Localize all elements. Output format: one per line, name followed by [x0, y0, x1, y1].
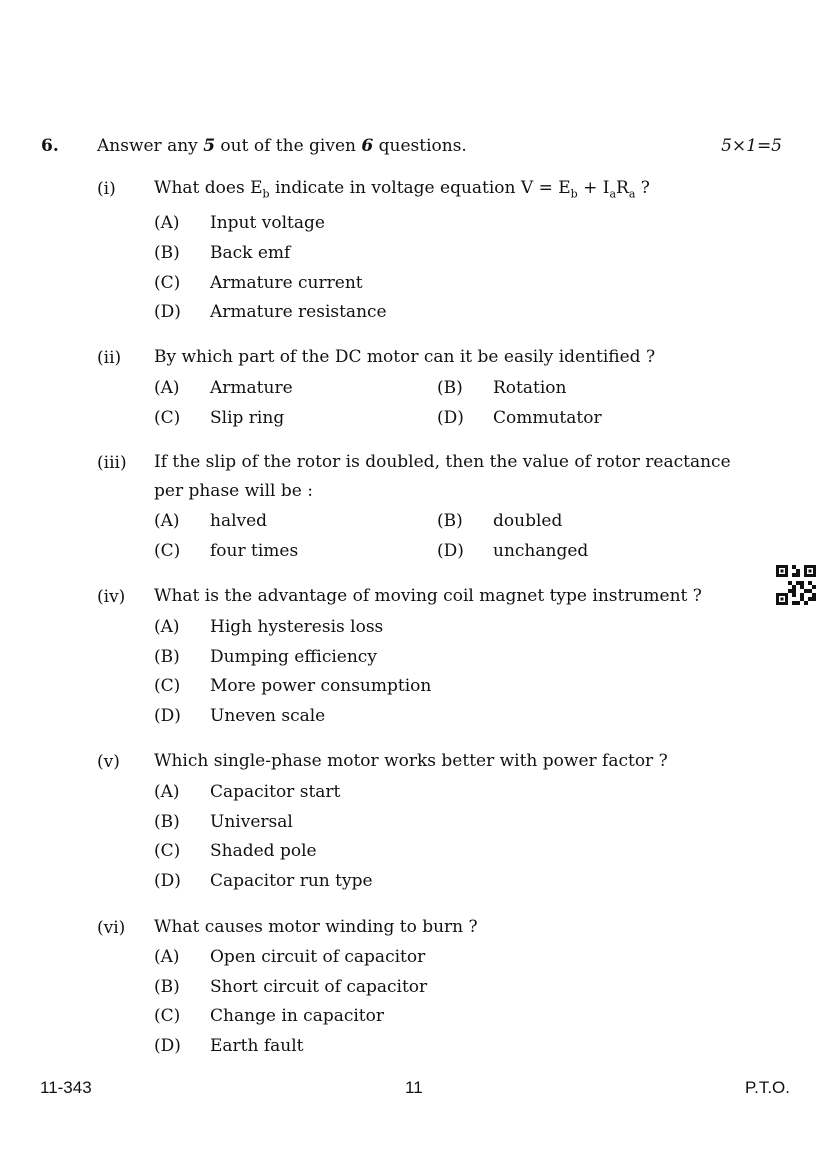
- subquestion-text: What is the advantage of moving coil magnet type instrument ?: [154, 586, 702, 606]
- option-text: Dumping efficiency: [210, 647, 377, 667]
- subquestion-number: (vi): [97, 918, 126, 938]
- option-letter: (C): [154, 273, 181, 293]
- option-text: doubled: [493, 511, 563, 531]
- option-text: Slip ring: [210, 408, 285, 428]
- option-text: unchanged: [493, 541, 589, 561]
- option-letter: (D): [154, 706, 181, 726]
- option-letter: (C): [154, 676, 181, 696]
- option-text: Back emf: [210, 243, 291, 263]
- option-text: Capacitor run type: [210, 871, 373, 891]
- subquestion-text: What does $E_b$ indicate in voltage equation $V = E_b + I_aR_a$ ?: [154, 178, 650, 201]
- option-letter: (A): [154, 947, 180, 967]
- please-turn-over: P.T.O.: [744, 1078, 790, 1097]
- option-letter: (D): [437, 408, 464, 428]
- option-text: Armature current: [210, 273, 363, 293]
- option-letter: (A): [154, 213, 180, 233]
- option-text: Change in capacitor: [210, 1006, 385, 1026]
- option-text: Open circuit of capacitor: [210, 947, 426, 967]
- option-letter: (B): [154, 812, 180, 832]
- option-text: Short circuit of capacitor: [210, 977, 428, 997]
- paper-code: 11-343: [40, 1078, 92, 1097]
- option-letter: (A): [154, 617, 180, 637]
- option-letter: (D): [437, 541, 464, 561]
- question-number: 6.: [41, 136, 59, 156]
- option-text: Input voltage: [210, 213, 325, 233]
- option-text: Commutator: [493, 408, 602, 428]
- option-letter: (B): [154, 647, 180, 667]
- option-letter: (B): [437, 378, 463, 398]
- subquestion-text-line-1: If the slip of the rotor is doubled, then the value of rotor reactance: [154, 452, 731, 472]
- qr-code-icon: [776, 565, 816, 605]
- option-letter: (B): [437, 511, 463, 531]
- option-letter: (D): [154, 871, 181, 891]
- option-letter: (B): [154, 977, 180, 997]
- option-letter: (D): [154, 302, 181, 322]
- marks-allocation: 5×1=5: [721, 136, 782, 156]
- question-instruction: Answer any 5 out of the given 6 questions.: [97, 136, 467, 156]
- option-letter: (C): [154, 841, 181, 861]
- option-letter: (A): [154, 511, 180, 531]
- option-letter: (C): [154, 1006, 181, 1026]
- option-text: halved: [210, 511, 268, 531]
- option-text: Universal: [210, 812, 293, 832]
- option-letter: (A): [154, 378, 180, 398]
- option-text: Uneven scale: [210, 706, 326, 726]
- option-text: Earth fault: [210, 1036, 304, 1056]
- option-text: Capacitor start: [210, 782, 341, 802]
- subquestion-text: What causes motor winding to burn ?: [154, 917, 478, 937]
- option-text: four times: [210, 541, 299, 561]
- option-letter: (B): [154, 243, 180, 263]
- option-text: Shaded pole: [210, 841, 317, 861]
- subquestion-number: (i): [97, 179, 116, 199]
- subquestion-number: (ii): [97, 348, 122, 368]
- option-letter: (C): [154, 408, 181, 428]
- option-text: High hysteresis loss: [210, 617, 384, 637]
- option-letter: (A): [154, 782, 180, 802]
- subquestion-number: (v): [97, 752, 120, 772]
- option-letter: (C): [154, 541, 181, 561]
- option-text: More power consumption: [210, 676, 432, 696]
- option-letter: (D): [154, 1036, 181, 1056]
- option-text: Armature: [210, 378, 293, 398]
- subquestion-text: By which part of the DC motor can it be easily identified ?: [154, 347, 656, 367]
- subquestion-text-line-2: per phase will be :: [154, 481, 313, 501]
- option-text: Rotation: [493, 378, 567, 398]
- subquestion-number: (iv): [97, 587, 126, 607]
- page-number: 11: [405, 1078, 423, 1097]
- subquestion-number: (iii): [97, 453, 127, 473]
- option-text: Armature resistance: [210, 302, 387, 322]
- subquestion-text: Which single-phase motor works better with power factor ?: [154, 751, 668, 771]
